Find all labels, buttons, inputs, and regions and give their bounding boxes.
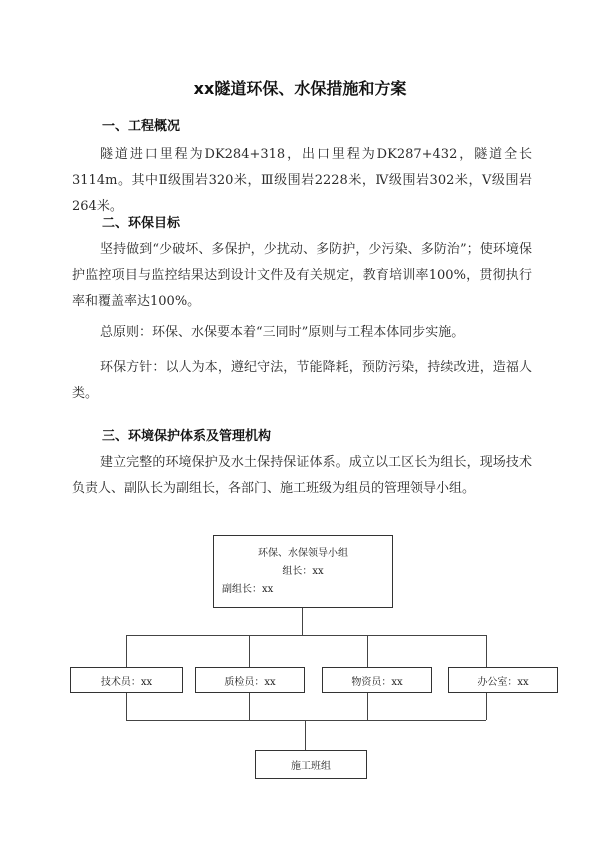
org-connector-bar-upper xyxy=(126,635,486,636)
section-heading-goals: 二、环保目标 xyxy=(102,216,181,231)
org-member-quality: 质检员：xx xyxy=(195,667,305,693)
org-connector-rise-2 xyxy=(249,693,250,720)
principle-paragraph: 总原则：环保、水保要本着“三同时”原则与工程本体同步实施。 xyxy=(100,325,465,340)
org-connector-rise-1 xyxy=(126,693,127,720)
org-member-material: 物资员：xx xyxy=(322,667,432,693)
section-heading-system: 三、环境保护体系及管理机构 xyxy=(102,429,272,444)
org-top-deputy: 副组长：xx xyxy=(222,584,274,595)
org-connector-bar-lower xyxy=(126,720,486,721)
org-connector-bottom xyxy=(305,720,306,750)
policy-paragraph: 环保方针：以人为本，遵纪守法，节能降耗，预防污染，持续改进，造福人类。 xyxy=(72,360,532,401)
section-heading-overview: 一、工程概况 xyxy=(102,119,181,134)
org-connector-drop-3 xyxy=(367,635,368,667)
org-top-box xyxy=(213,535,393,608)
org-member-tech: 技术员：xx xyxy=(70,667,183,693)
org-connector-rise-3 xyxy=(367,693,368,720)
org-connector-drop-1 xyxy=(126,635,127,667)
org-bottom-box: 施工班组 xyxy=(255,750,367,779)
org-connector-drop-4 xyxy=(486,635,487,667)
org-connector-top xyxy=(302,608,303,635)
org-top-title: 环保、水保领导小组 xyxy=(258,548,348,559)
goals-paragraph: 坚持做到“少破坏、多保护，少扰动、多防护，少污染、多防治”；使环境保护监控项目与监控结果达到设计文件及有关规定，教育培训率100%，贯彻执行率和覆盖率达100%。 xyxy=(72,242,532,309)
org-member-office: 办公室：xx xyxy=(448,667,558,693)
org-chart xyxy=(0,525,600,795)
org-connector-rise-4 xyxy=(486,693,487,720)
system-paragraph: 建立完整的环境保护及水土保持保证体系。成立以工区长为组长，现场技术负责人、副队长为副组长，各部门、施工班级为组员的管理领导小组。 xyxy=(72,455,532,496)
document-title: xx隧道环保、水保措施和方案 xyxy=(193,79,407,98)
org-connector-drop-2 xyxy=(249,635,250,667)
overview-paragraph: 隧道进口里程为DK284+318，出口里程为DK287+432，隧道全长3114m。其中Ⅱ级围岩320米，Ⅲ级围岩2228米，Ⅳ级围岩302米，Ⅴ级围岩264米。 xyxy=(72,147,532,214)
org-top-leader: 组长：xx xyxy=(282,566,324,577)
